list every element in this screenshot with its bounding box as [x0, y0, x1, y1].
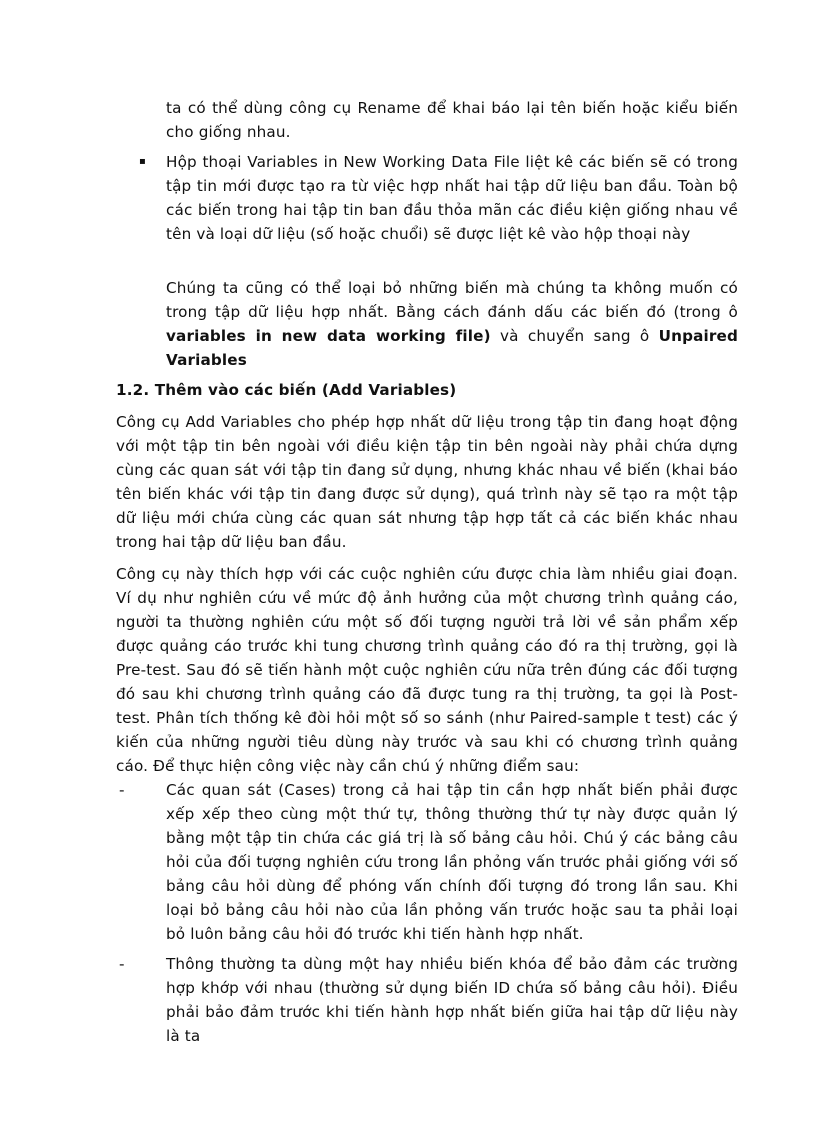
dash-marker-1: - — [119, 781, 125, 799]
sub-paragraph-text-2: và chuyển sang ô — [490, 327, 659, 345]
dash-marker-2: - — [119, 955, 125, 973]
section-heading: 1.2. Thêm vào các biến (Add Variables) — [116, 381, 457, 399]
dash-item-1: Các quan sát (Cases) trong cả hai tập tin cần hợp nhất biến phải được xếp xếp theo cùng một thứ tự, thông thường thứ tự này được quản lý bằng một tập tin chứa các giá trị là số bảng câu hỏi. Chú ý các bảng câu hỏi của đối tượng nghiên cứu trong lần phỏng vấn trước phải giống với số bảng câu hỏi dùng để phóng vấn chính đối tượng đó trong lần sau. Khi loại bỏ bảng câu hỏi nào của lần phỏng vấn trước hoặc sau ta phải loại bỏ luôn bảng câu hỏi đó trước khi tiến hành hợp nhất. — [166, 781, 738, 943]
dash-item-2: Thông thường ta dùng một hay nhiều biến khóa để bảo đảm các trường hợp khớp với nhau (thường sử dụng biến ID chứa số bảng câu hỏi). Điều phải bảo đảm trước khi tiến hành hợp nhất biến giữa hai tập dữ liệu này là ta — [166, 955, 738, 1045]
bullet-marker: ▪ — [139, 156, 146, 167]
continuation-paragraph: ta có thể dùng công cụ Rename để khai báo lại tên biến hoặc kiểu biến cho giống nhau. — [166, 99, 738, 141]
paragraph-use-case: Công cụ này thích hợp với các cuộc nghiên cứu được chia làm nhiều giai đoạn. Ví dụ như nghiên cứu về mức độ ảnh hưởng của một chương trình quảng cáo, người ta thường nghiên cứu một số đối tượng người trả lời về sản phẩm xếp được quảng cáo trước khi tung chương trình quảng cáo đó ra thị trường, gọi là Pre-test. Sau đó sẽ tiến hành một cuộc nghiên cứu nữa trên đúng các đối tượng đó sau khi chương trình quảng cáo đã được tung ra thị trường, ta gọi là Post-test. Phân tích thống kê đòi hỏi một số so sánh (như Paired-sample t test) các ý kiến của những người tiêu dùng này trước và sau khi có chương trình quảng cáo. Để thực hiện công việc này cần chú ý những điểm sau: — [116, 565, 738, 775]
sub-paragraph — [166, 276, 738, 372]
sub-paragraph-text-1: Chúng ta cũng có thể loại bỏ những biến mà chúng ta không muốn có trong tập dữ liệu hợp nhất. Bằng cách đánh dấu các biến đó (trong ô — [166, 279, 738, 321]
paragraph-add-variables-intro: Công cụ Add Variables cho phép hợp nhất dữ liệu trong tập tin đang hoạt động với một tập tin bên ngoài với điều kiện tập tin bên ngoài này phải chứa dựng cùng các quan sát với tập tin đang sử dụng, nhưng khác nhau về biến (khai báo tên biến khác với tập tin đang được sử dụng), quá trình này sẽ tạo ra một tập dữ liệu mới chứa cùng các quan sát nhưng tập hợp tất cả các biến khác nhau trong hai tập dữ liệu ban đầu. — [116, 413, 738, 551]
bullet-paragraph: Hộp thoại Variables in New Working Data File liệt kê các biến sẽ có trong tập tin mới được tạo ra từ việc hợp nhất hai tập dữ liệu ban đầu. Toàn bộ các biến trong hai tập tin ban đầu thỏa mãn các điều kiện giống nhau về tên và loại dữ liệu (số hoặc chuổi) sẽ được liệt kê vào hộp thoại này — [166, 153, 738, 243]
sub-paragraph-bold-1: variables in new data working file) — [166, 327, 491, 345]
sub-paragraph-bold-2: Unpaired Variables — [166, 327, 738, 369]
